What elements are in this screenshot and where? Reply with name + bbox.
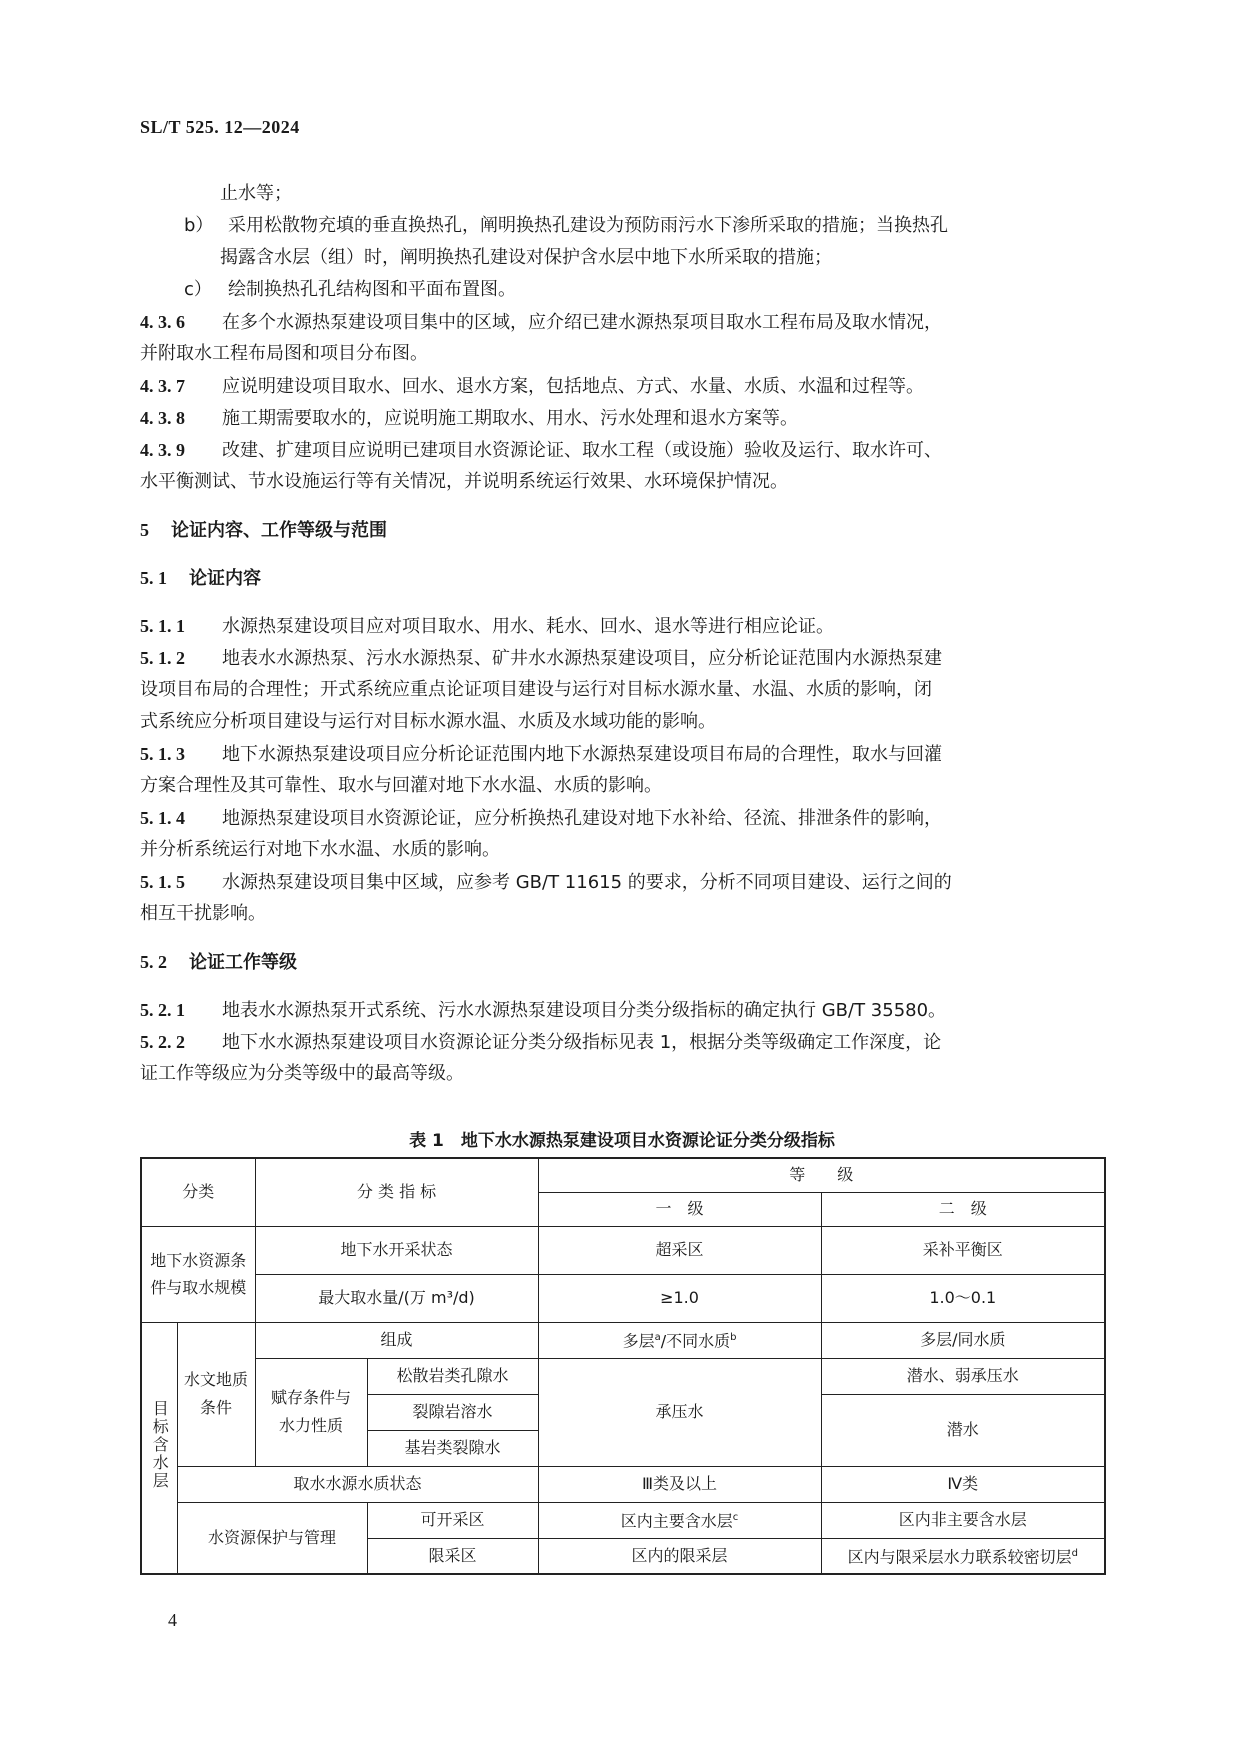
section-number: 5. 1 [140,568,167,588]
table-cell: 松散岩类孔隙水 [367,1358,538,1394]
table-title: 表 1 地下水水源热泵建设项目水资源论证分类分级指标 [409,1131,835,1151]
table-cell: 区内的限采层 [538,1538,821,1574]
text-line [140,770,1104,802]
table-cell: Ⅲ类及以上 [538,1466,821,1502]
clause-number: 4. 3. 7 [140,376,185,396]
clause-number: 5. 2. 2 [140,1032,185,1052]
footnote-marker: d [1071,1548,1078,1560]
text: 施工期需要取水的，应说明施工期取水、用水、污水处理和退水方案等。 [222,408,798,429]
section-heading-5-1 [140,562,1104,594]
text: 式系统应分析项目建设与运行对目标水源水温、水质及水域功能的影响。 [140,711,716,732]
section-title: 论证工作等级 [189,952,297,973]
section-number: 5 [140,520,149,540]
table-cell: 潜水、弱承压水 [821,1358,1105,1394]
table-cell: 裂隙岩溶水 [367,1394,538,1430]
clause-4-3-6 [140,306,1104,338]
text: 地源热泵建设项目水资源论证，应分析换热孔建设对地下水补给、径流、排泄条件的影响， [222,808,942,829]
text-line [140,466,1104,498]
vertical-label: 目标含水层 [150,1399,170,1490]
text-line [140,338,1104,370]
text-line [140,674,1104,706]
table-cell: 超采区 [538,1226,821,1274]
text: 并附取水工程布局图和项目分布图。 [140,343,428,364]
list-item-b [140,210,1104,242]
text-line [140,178,1104,210]
text: 绘制换热孔孔结构图和平面布置图。 [228,279,516,300]
header-indicator: 分 类 指 标 [255,1158,538,1226]
header-grade-2: 二 级 [821,1192,1105,1226]
clause-5-1-5 [140,866,1104,898]
text: 区内主要含水层 [620,1511,733,1531]
text: 地下水源热泵建设项目应分析论证范围内地下水源热泵建设项目布局的合理性，取水与回灌 [222,744,942,765]
table-cell: 多层/同水质 [821,1322,1105,1358]
clause-5-2-2 [140,1026,1104,1058]
list-label: c） [184,279,212,300]
clause-5-1-4 [140,802,1104,834]
section-title: 论证内容、工作等级与范围 [171,520,387,541]
table-cell: Ⅳ类 [821,1466,1105,1502]
hydro-conditions: 水文地质条件 [177,1322,255,1466]
clause-4-3-9 [140,434,1104,466]
text: 并分析系统运行对地下水水温、水质的影响。 [140,839,500,860]
text: 地表水水源热泵开式系统、污水水源热泵建设项目分类分级指标的确定执行 GB/T 35580。 [222,1000,947,1021]
text-line [140,1058,1104,1090]
text: 水平衡测试、节水设施运行等有关情况，并说明系统运行效果、水环境保护情况。 [140,471,788,492]
text-line [140,706,1104,738]
footnote-marker: c [732,1512,739,1524]
table-cell: 区内非主要含水层 [821,1502,1105,1538]
header-category: 分类 [141,1158,255,1226]
list-label: b） [184,215,214,236]
header-grade-1: 一 级 [538,1192,821,1226]
clause-number: 5. 1. 1 [140,616,185,636]
text-line [140,834,1104,866]
section-title: 论证内容 [189,568,261,589]
protection-management: 水资源保护与管理 [177,1502,367,1574]
clause-number: 5. 1. 4 [140,808,185,828]
page-number: 4 [168,1610,177,1630]
clause-number: 4. 3. 6 [140,312,185,332]
table-cell [538,1322,821,1358]
clause-number: 4. 3. 8 [140,408,185,428]
text: 地表水水源热泵、污水水源热泵、矿井水水源热泵建设项目，应分析论证范围内水源热泵建 [222,648,942,669]
group-resource-conditions: 地下水资源条件与取水规模 [141,1226,255,1322]
clause-5-1-2 [140,642,1104,674]
section-heading-5 [140,514,1104,546]
table-cell: 取水水源水质状态 [177,1466,538,1502]
occurrence-conditions: 赋存条件与水力性质 [255,1358,367,1466]
header-grade: 等 级 [538,1158,1105,1192]
text: 方案合理性及其可靠性、取水与回灌对地下水水温、水质的影响。 [140,775,662,796]
table-cell: 限采区 [367,1538,538,1574]
clause-5-1-3 [140,738,1104,770]
text: 采用松散物充填的垂直换热孔，阐明换热孔建设为预防雨污水下渗所采取的措施；当换热孔 [228,215,948,236]
table-cell [821,1538,1105,1574]
table-cell: 潜水 [821,1394,1105,1466]
text-line [140,898,1104,930]
table-cell: 可开采区 [367,1502,538,1538]
text: 改建、扩建项目应说明已建项目水资源论证、取水工程（或设施）验收及运行、取水许可、 [222,440,942,461]
table-cell: 基岩类裂隙水 [367,1430,538,1466]
group-target-aquifer [141,1322,177,1574]
section-number: 5. 2 [140,952,167,972]
footnote-marker: a [654,1332,661,1344]
text: 证工作等级应为分类等级中的最高等级。 [140,1063,464,1084]
table-cell: 组成 [255,1322,538,1358]
table-cell: 地下水开采状态 [255,1226,538,1274]
text: 止水等； [220,183,292,204]
text: 应说明建设项目取水、回水、退水方案，包括地点、方式、水量、水质、水温和过程等。 [222,376,924,397]
clause-number: 4. 3. 9 [140,440,185,460]
text: 在多个水源热泵建设项目集中的区域，应介绍已建水源热泵项目取水工程布局及取水情况， [222,312,942,333]
clause-number: 5. 1. 3 [140,744,185,764]
clause-number: 5. 1. 5 [140,872,185,892]
text: 揭露含水层（组）时，阐明换热孔建设对保护含水层中地下水所采取的措施； [220,247,832,268]
clause-4-3-7 [140,370,1104,402]
text: 多层 [622,1331,655,1351]
text-line [140,242,1104,274]
text: /不同水质 [660,1331,731,1351]
text: 相互干扰影响。 [140,903,266,924]
text: 地下水水源热泵建设项目水资源论证分类分级指标见表 1，根据分类等级确定工作深度，论 [222,1032,942,1053]
clause-number: 5. 1. 2 [140,648,185,668]
footnote-marker: b [730,1332,737,1344]
clause-5-2-1 [140,994,1104,1026]
table-cell [538,1502,821,1538]
table-cell: 最大取水量/(万 m³/d) [255,1274,538,1322]
text: 水源热泵建设项目应对项目取水、用水、耗水、回水、退水等进行相应论证。 [222,616,834,637]
text: 区内与限采层水力联系较密切层 [847,1547,1072,1567]
clause-number: 5. 2. 1 [140,1000,185,1020]
body-text [140,178,1104,1090]
clause-5-1-1 [140,610,1104,642]
document-id: SL/T 525. 12—2024 [140,117,300,137]
list-item-c [140,274,1104,306]
text: 设项目布局的合理性；开式系统应重点论证项目建设与运行对目标水源水量、水温、水质的影响，闭 [140,679,932,700]
table-cell: 承压水 [538,1358,821,1466]
text: 水源热泵建设项目集中区域，应参考 GB/T 11615 的要求，分析不同项目建设、运行之间的 [222,872,952,893]
clause-4-3-8 [140,402,1104,434]
table-cell: ≥1.0 [538,1274,821,1322]
classification-table [140,1157,1106,1575]
section-heading-5-2 [140,946,1104,978]
table-cell: 1.0～0.1 [821,1274,1105,1322]
table-cell: 采补平衡区 [821,1226,1105,1274]
